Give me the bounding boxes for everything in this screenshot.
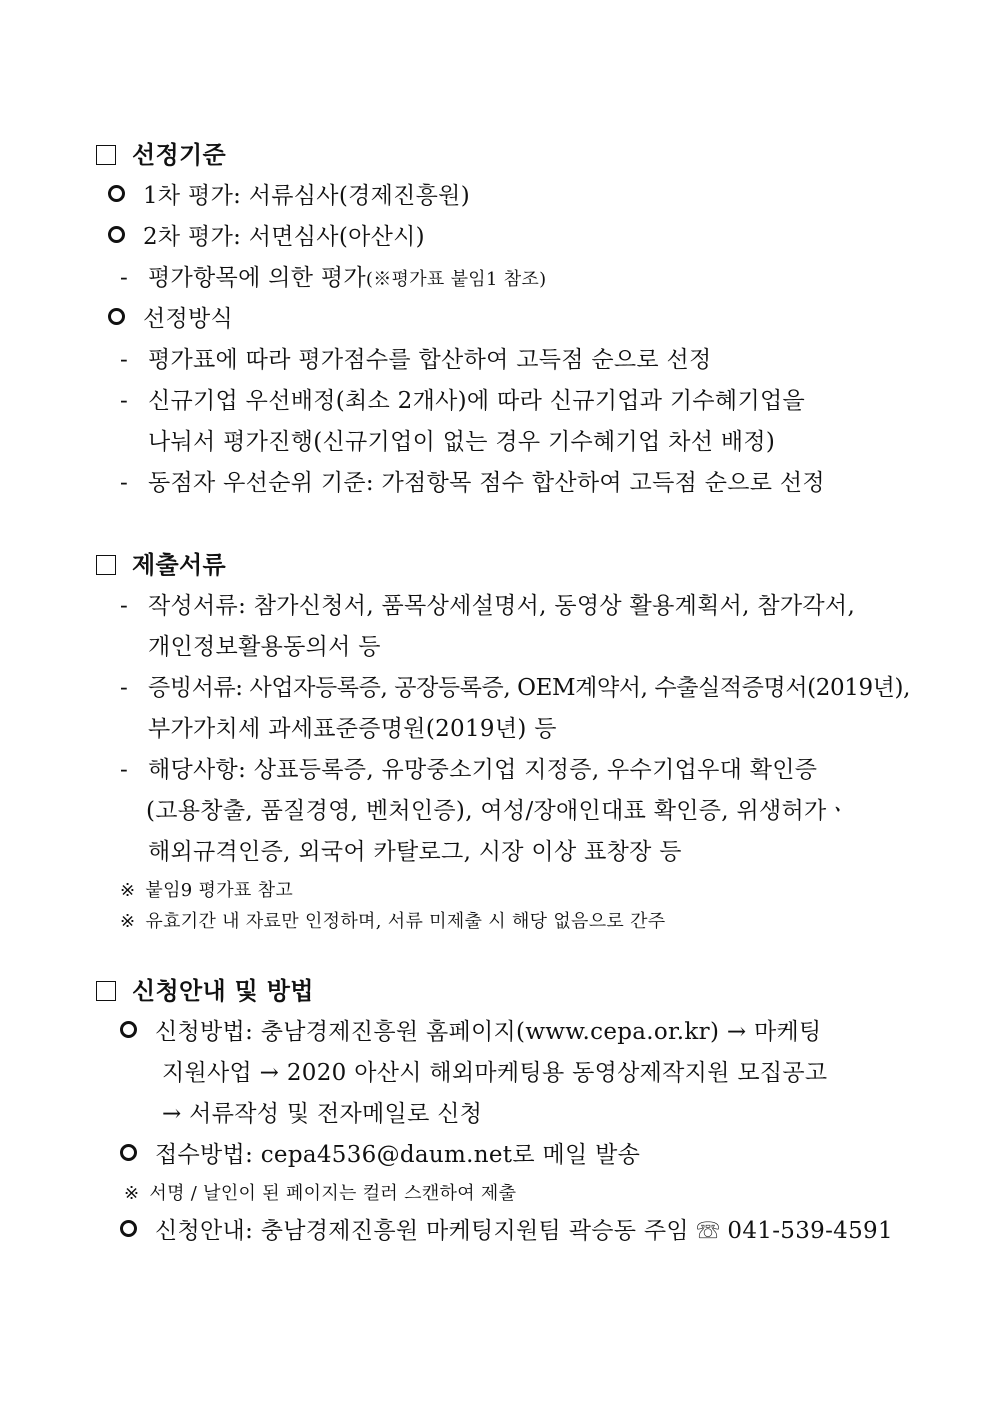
- continuation-line: [148, 427, 775, 457]
- dash-line: [120, 673, 910, 703]
- continuation-line: [148, 714, 557, 744]
- bullet-line: [120, 1017, 822, 1047]
- line-text: 신청안내: 충남경제진흥원 마케팅지원팀 곽승동 주임 ☏ 041-539-4591: [155, 1218, 893, 1244]
- line-text: 평가표에 따라 평가점수를 합산하여 고득점 순으로 선정: [148, 347, 712, 373]
- bullet-line: [108, 304, 233, 334]
- line-text: 평가항목에 의한 평가: [148, 265, 366, 291]
- dash-glyph: -: [120, 757, 129, 783]
- bullet-line: [108, 181, 470, 211]
- continuation-line: [148, 837, 682, 867]
- section-heading-documents: [96, 550, 226, 580]
- line-text: 1차 평가: 서류심사(경제진흥원): [143, 183, 470, 209]
- line-text: 증빙서류: 사업자등록증, 공장등록증, OEM계약서, 수출실적증명서(2019년),: [148, 675, 910, 701]
- line-text: 접수방법: cepa4536@daum.net로 메일 발송: [155, 1142, 641, 1168]
- line-text: 서명 / 날인이 된 페이지는 컬러 스캔하여 제출: [149, 1183, 517, 1204]
- circle-bullet-icon: [108, 185, 125, 202]
- circle-bullet-icon: [120, 1220, 137, 1237]
- checkbox-square-icon: [96, 555, 116, 575]
- continuation-line: [162, 1099, 482, 1129]
- note-line: [124, 1179, 516, 1209]
- line-text: (고용창출, 품질경영, 벤처인증), 여성/장애인대표 확인증, 위생허가ㆍ: [146, 798, 850, 824]
- continuation-line: [148, 632, 381, 662]
- continuation-line: [146, 796, 849, 826]
- note-line: [120, 907, 666, 937]
- line-text: 나눠서 평가진행(신규기업이 없는 경우 기수혜기업 차선 배정): [148, 429, 776, 455]
- dash-glyph: -: [120, 265, 129, 291]
- line-note: (※평가표 붙임1 참조): [365, 269, 547, 290]
- bullet-line: [120, 1216, 893, 1246]
- section-heading-selection-criteria: [96, 140, 226, 170]
- continuation-line: [162, 1058, 827, 1088]
- line-text: 부가가치세 과세표준증명원(2019년) 등: [148, 716, 557, 742]
- bullet-line: [108, 222, 425, 252]
- line-text: → 서류작성 및 전자메일로 신청: [162, 1101, 483, 1127]
- line-text: 신규기업 우선배정(최소 2개사)에 따라 신규기업과 기수혜기업을: [148, 388, 806, 414]
- dash-line: [120, 591, 855, 621]
- section-heading-application: [96, 976, 314, 1006]
- dash-glyph: -: [120, 675, 128, 701]
- circle-bullet-icon: [120, 1144, 137, 1161]
- dash-glyph: -: [120, 388, 129, 414]
- circle-bullet-icon: [120, 1021, 137, 1038]
- dash-line: [120, 263, 546, 295]
- circle-bullet-icon: [108, 308, 125, 325]
- dash-glyph: -: [120, 347, 129, 373]
- line-text: 동점자 우선순위 기준: 가점항목 점수 합산하여 고득점 순으로 선정: [148, 470, 825, 496]
- line-text: 붙임9 평가표 참고: [145, 880, 294, 901]
- section-title: 신청안내 및 방법: [132, 976, 314, 1005]
- note-mark-icon: ※: [120, 911, 136, 932]
- bullet-line: [120, 1140, 640, 1170]
- section-title: 제출서류: [132, 550, 226, 579]
- line-text: 해외규격인증, 외국어 카탈로그, 시장 이상 표창장 등: [148, 839, 682, 865]
- dash-line: [120, 386, 805, 416]
- line-text: 신청방법: 충남경제진흥원 홈페이지(www.cepa.or.kr) → 마케팅: [155, 1019, 822, 1045]
- line-text: 개인정보활용동의서 등: [148, 634, 381, 660]
- line-text: 해당사항: 상표등록증, 유망중소기업 지정증, 우수기업우대 확인증: [148, 757, 818, 783]
- dash-glyph: -: [120, 593, 129, 619]
- dash-line: [120, 755, 817, 785]
- line-text: 2차 평가: 서면심사(아산시): [143, 224, 425, 250]
- checkbox-square-icon: [96, 145, 116, 165]
- line-text: 선정방식: [143, 306, 234, 332]
- dash-line: [120, 468, 825, 498]
- note-mark-icon: ※: [120, 880, 136, 901]
- dash-line: [120, 345, 712, 375]
- line-text: 작성서류: 참가신청서, 품목상세설명서, 동영상 활용계획서, 참가각서,: [148, 593, 856, 619]
- checkbox-square-icon: [96, 981, 116, 1001]
- line-text: 지원사업 → 2020 아산시 해외마케팅용 동영상제작지원 모집공고: [162, 1060, 828, 1086]
- section-title: 선정기준: [132, 140, 226, 169]
- note-line: [120, 876, 293, 906]
- note-mark-icon: ※: [124, 1183, 140, 1204]
- dash-glyph: -: [120, 470, 129, 496]
- circle-bullet-icon: [108, 226, 125, 243]
- line-text: 유효기간 내 자료만 인정하며, 서류 미제출 시 해당 없음으로 간주: [145, 911, 666, 932]
